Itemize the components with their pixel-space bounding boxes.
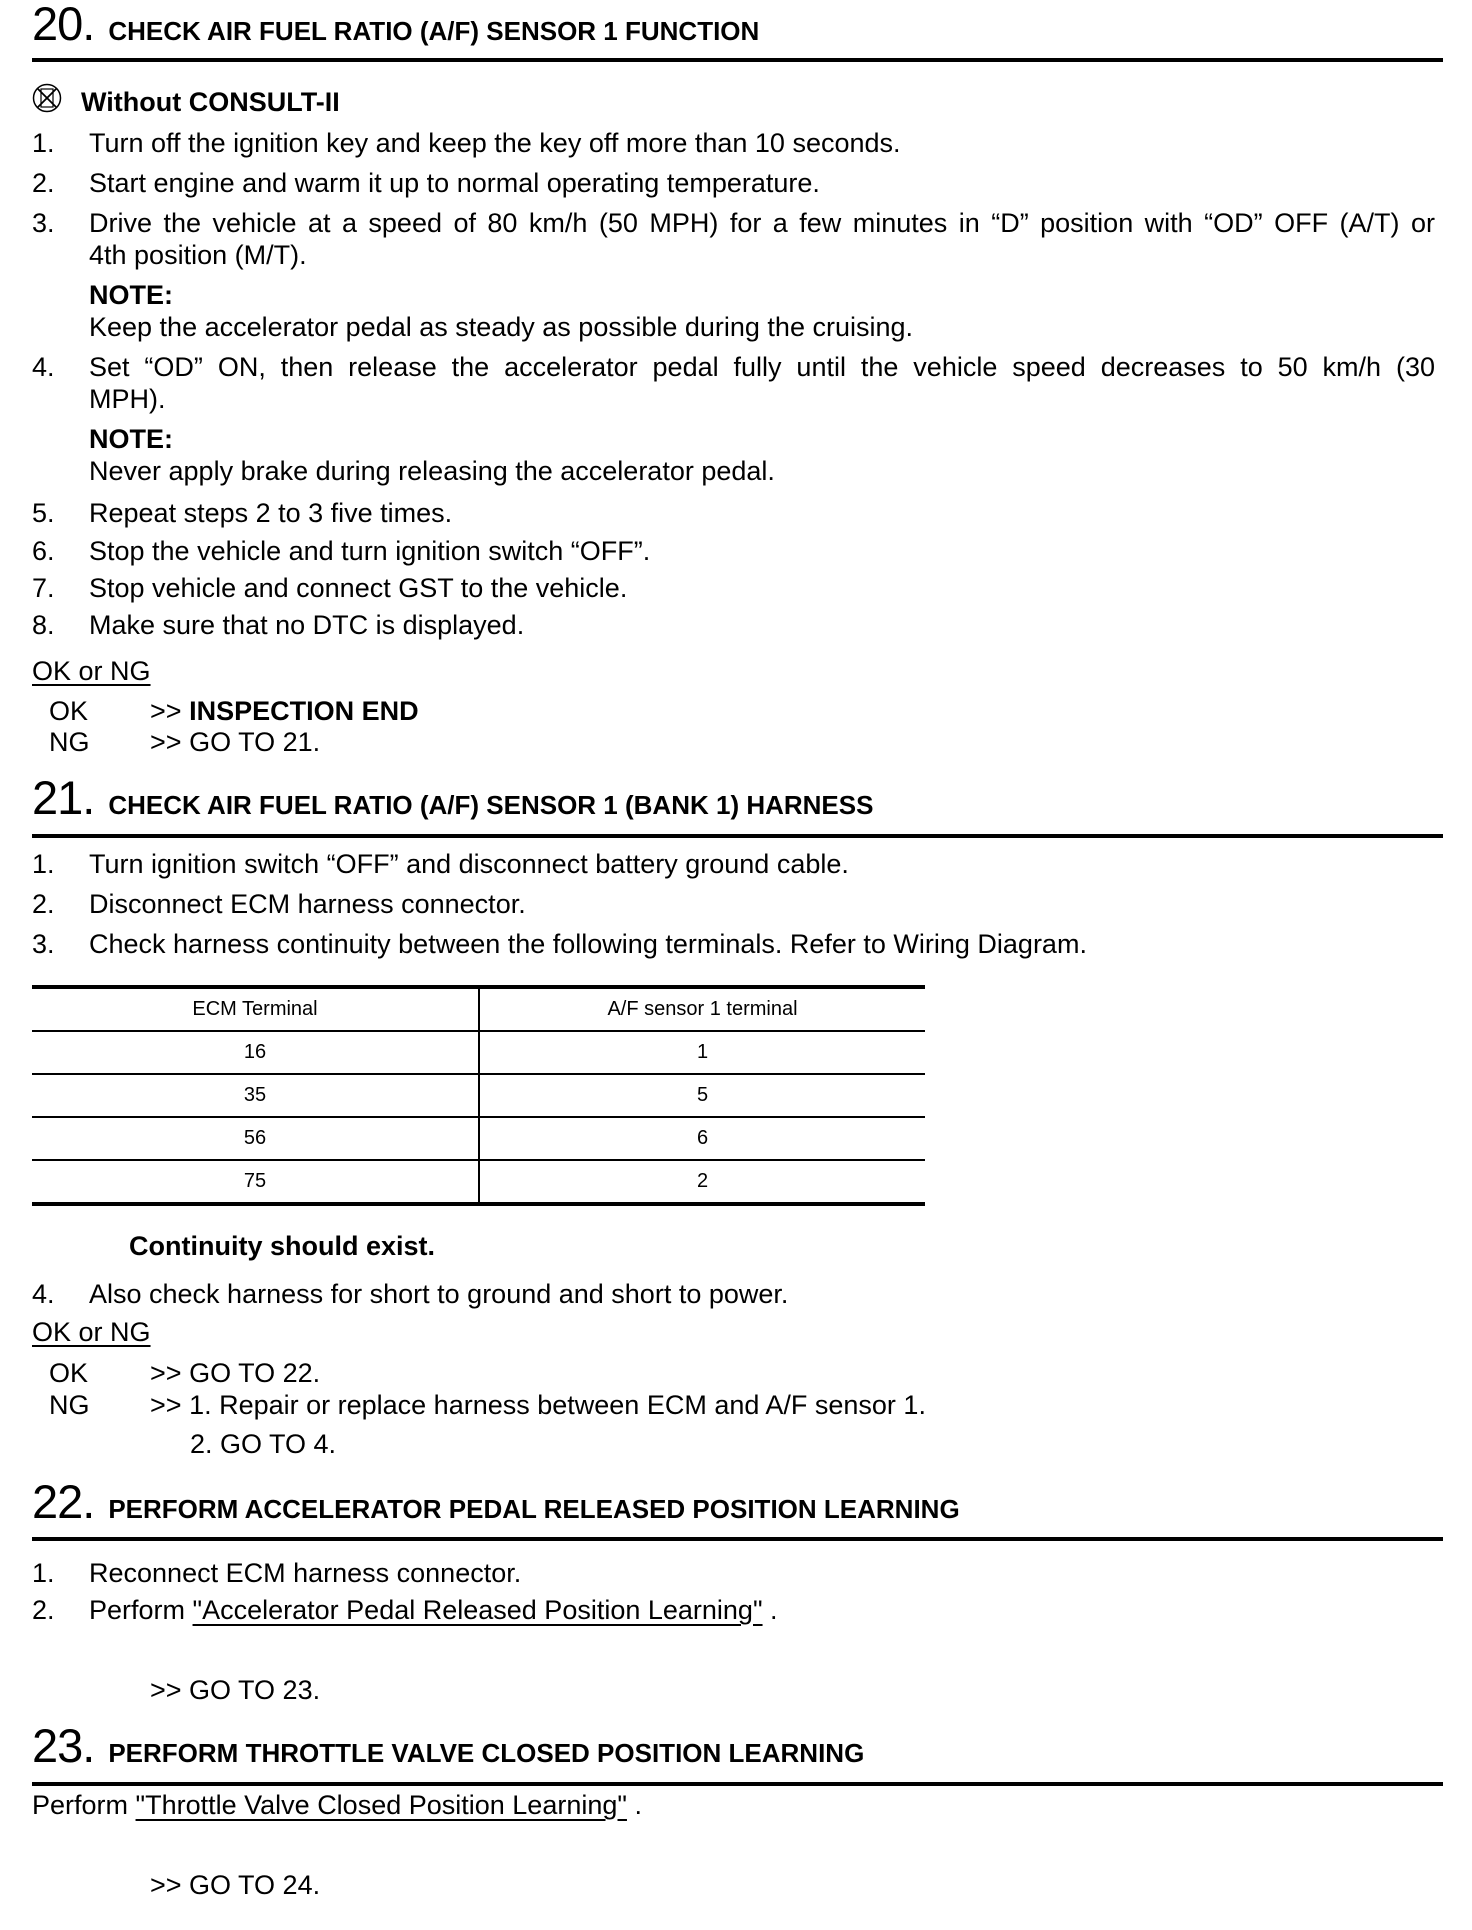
section-number: 22. — [32, 1475, 95, 1528]
note-label: NOTE: — [89, 280, 173, 310]
result-code-ng: NG — [49, 727, 90, 757]
accelerator-pedal-learning-link[interactable]: "Accelerator Pedal Released Position Learning" — [192, 1595, 763, 1625]
consult-crossed-icon — [32, 83, 62, 113]
step-item: 2. Perform "Accelerator Pedal Released Position Learning" . — [32, 1595, 778, 1625]
terminal-continuity-table — [32, 985, 925, 1206]
note-text: Keep the accelerator pedal as steady as possible during the cruising. — [89, 312, 914, 342]
section-title: CHECK AIR FUEL RATIO (A/F) SENSOR 1 FUNCTION — [108, 16, 760, 46]
result-action-ok: >> GO TO 22. — [150, 1358, 321, 1388]
section-title: CHECK AIR FUEL RATIO (A/F) SENSOR 1 (BANK 1) HARNESS — [108, 790, 874, 820]
table-row: 16 1 — [32, 1031, 925, 1074]
result-action-ng: >> GO TO 21. — [150, 727, 321, 757]
spec-text: Continuity should exist. — [129, 1231, 436, 1261]
section-number: 23. — [32, 1719, 95, 1772]
step-item: 8. Make sure that no DTC is displayed. — [32, 610, 525, 640]
section-divider — [32, 58, 1443, 62]
goto-21-link[interactable]: GO TO 21. — [189, 727, 321, 757]
step-item: 1. Turn off the ignition key and keep the key off more than 10 seconds. — [32, 128, 901, 158]
step-item: 7. Stop vehicle and connect GST to the vehicle. — [32, 573, 628, 603]
step-item: 1. Turn ignition switch “OFF” and disconnect battery ground cable. — [32, 849, 849, 879]
note-text: Never apply brake during releasing the accelerator pedal. — [89, 456, 775, 486]
next-step: >> GO TO 23. — [150, 1675, 321, 1705]
section-number: 20. — [32, 0, 95, 50]
table-row: 75 2 — [32, 1160, 925, 1204]
section-divider — [32, 1537, 1443, 1541]
column-header: ECM Terminal — [32, 987, 479, 1031]
perform-instruction: Perform "Throttle Valve Closed Position Learning" . — [32, 1790, 642, 1820]
step-item: 4. Also check harness for short to ground and short to power. — [32, 1279, 789, 1309]
step-item: 2. Start engine and warm it up to normal operating temperature. — [32, 168, 820, 198]
section-title: PERFORM ACCELERATOR PEDAL RELEASED POSITION LEARNING — [108, 1494, 960, 1524]
result-code-ng: NG — [49, 1390, 90, 1420]
section-23-heading — [32, 1719, 865, 1772]
step-item: 6. Stop the vehicle and turn ignition switch “OFF”. — [32, 536, 651, 566]
section-title: PERFORM THROTTLE VALVE CLOSED POSITION LEARNING — [108, 1738, 865, 1768]
mode-label: Without CONSULT-II — [81, 87, 340, 117]
step-item: 1. Reconnect ECM harness connector. — [32, 1558, 522, 1588]
table-row: 56 6 — [32, 1117, 925, 1160]
throttle-valve-learning-link[interactable]: "Throttle Valve Closed Position Learning" — [135, 1790, 627, 1820]
step-item: 2. Disconnect ECM harness connector. — [32, 889, 526, 919]
step-item: 4. Set “OD” ON, then release the accelerator pedal fully until the vehicle speed decreases to 50 km/h (30 MPH). NOTE: Never apply brake during releasing the accelerator pedal. — [32, 352, 1435, 486]
result-action-ng: >> 1. Repair or replace harness between ECM and A/F sensor 1. — [150, 1390, 926, 1420]
section-21-heading — [32, 771, 874, 824]
table-row: 35 5 — [32, 1074, 925, 1117]
note-label: NOTE: — [89, 424, 173, 454]
result-action-ok: >> INSPECTION END — [150, 696, 419, 726]
result-action-ng-step2: 2. GO TO 4. — [190, 1429, 337, 1459]
result-code-ok: OK — [49, 1358, 89, 1388]
section-divider — [32, 1782, 1443, 1786]
result-label: OK or NG — [32, 656, 151, 686]
table-header-row — [32, 987, 925, 1031]
next-step: >> GO TO 24. — [150, 1870, 321, 1900]
section-number: 21. — [32, 771, 95, 824]
column-header: A/F sensor 1 terminal — [479, 987, 925, 1031]
section-20-heading — [32, 0, 759, 48]
result-code-ok: OK — [49, 696, 89, 726]
step-item: 3. Drive the vehicle at a speed of 80 km/h (50 MPH) for a few minutes in “D” position with “OD” OFF (A/T) or 4th position (M/T). NOTE: Keep the accelerator pedal as steady as possible during the cruising. — [32, 208, 1435, 342]
step-item: 3. Check harness continuity between the following terminals. Refer to Wiring Diagram. — [32, 929, 1087, 959]
step-item: 5. Repeat steps 2 to 3 five times. — [32, 498, 453, 528]
result-label: OK or NG — [32, 1317, 151, 1347]
section-22-heading — [32, 1475, 960, 1528]
section-divider — [32, 834, 1443, 838]
